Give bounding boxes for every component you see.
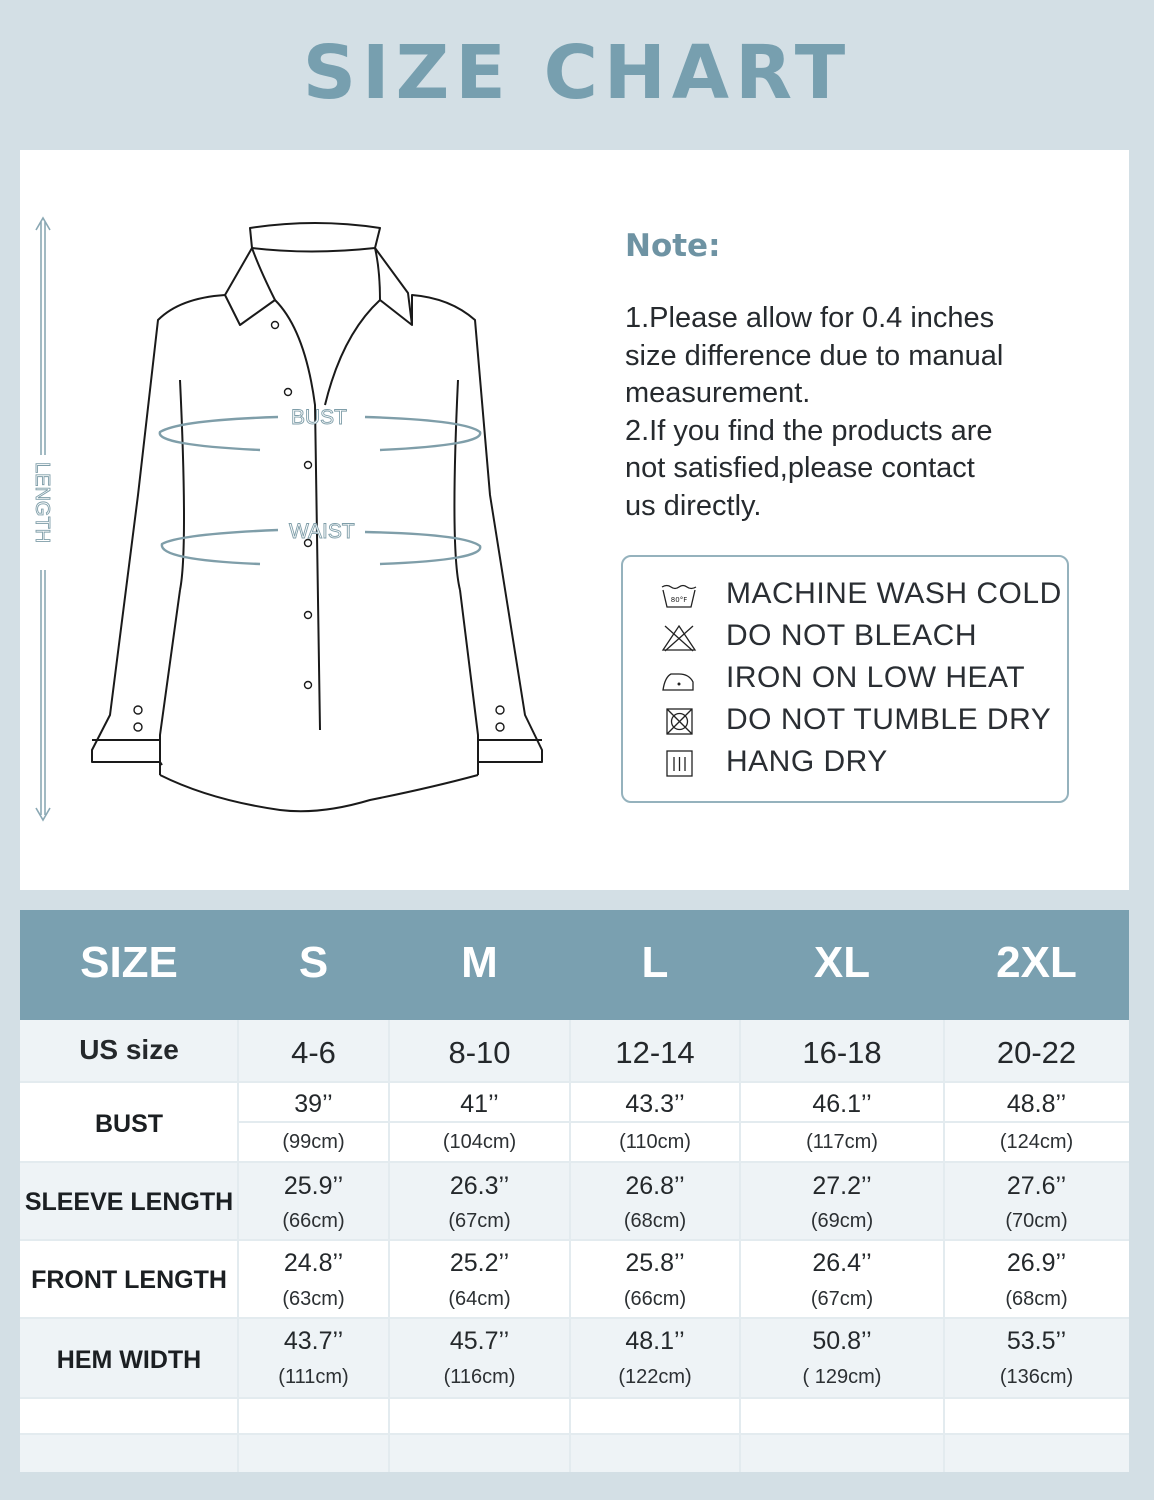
care-item [623,743,1063,785]
table-row [20,1240,1129,1318]
table-cell: 20-22 [996,1035,1077,1070]
info-panel [20,150,1129,890]
table-cell: (68cm) [1005,1288,1068,1310]
table-cell: 8-10 [448,1035,511,1070]
care-item [623,617,1063,659]
care-label: IRON ON LOW HEAT [726,661,1026,694]
table-cell: (70cm) [1005,1210,1068,1232]
grid-line [20,1317,1129,1319]
grid-line [20,1239,1129,1241]
note-line: 2.If you find the products are [625,414,993,447]
table-cell: 26.9’’ [1006,1249,1067,1277]
grid-line [739,1020,741,1472]
table-cell: (63cm) [282,1288,345,1310]
note-line: size difference due to manual [625,339,1004,372]
note-line: not satisfied,please contact [625,452,975,484]
length-label: LENGTH [31,462,53,544]
grid-line [20,1433,1129,1435]
table-cell: (136cm) [999,1366,1074,1388]
table-cell: (64cm) [448,1288,511,1310]
care-label: DO NOT BLEACH [726,619,977,652]
table-cell: (116cm) [443,1366,516,1388]
table-cell: 27.2’’ [812,1172,872,1200]
care-label: HANG DRY [726,745,888,778]
row-label: SLEEVE LENGTH [24,1188,234,1216]
table-cell: (110cm) [619,1131,691,1153]
care-item [623,659,1063,701]
empty-row [20,1398,1129,1434]
table-cell: (117cm) [806,1131,878,1153]
page-title: SIZE CHART [302,30,852,116]
note-line: measurement. [625,377,811,409]
care-item [623,575,1063,617]
table-cell: (67cm) [448,1210,511,1232]
table-cell: 50.8’’ [812,1327,872,1355]
table-cell: (68cm) [623,1210,687,1232]
table-cell: (66cm) [282,1210,345,1232]
table-cell: (66cm) [623,1288,687,1310]
grid-line [388,1020,390,1472]
table-cell: (124cm) [999,1131,1074,1153]
hang-dry-icon [659,749,699,779]
grid-line [569,1020,571,1472]
table-cell: 25.9’’ [283,1172,344,1200]
row-label: BUST [94,1110,164,1138]
table-cell: 25.8’’ [625,1249,685,1277]
header-l: L [641,938,669,987]
table-cell: 16-18 [802,1035,882,1070]
table-cell: (104cm) [442,1131,517,1153]
waist-label: WAIST [289,520,355,543]
grid-line [20,1397,1129,1399]
table-cell: 24.8’’ [283,1249,344,1277]
table-cell: 25.2’’ [449,1249,510,1277]
note-line: 1.Please allow for 0.4 inches [625,302,995,334]
table-cell: 43.7’’ [283,1327,344,1355]
table-cell: 48.1’’ [625,1327,685,1355]
bust-label: BUST [291,406,348,429]
grid-line [943,1020,945,1472]
table-cell: 46.1’’ [812,1090,872,1118]
row-label: HEM WIDTH [56,1346,202,1374]
grid-line [237,1020,239,1472]
row-label: FRONT LENGTH [31,1266,227,1294]
table-cell: 39’’ [294,1090,333,1118]
table-cell: ( 129cm) [802,1366,882,1388]
table-cell: 26.8’’ [625,1172,685,1200]
care-item [623,701,1063,743]
table-cell: 53.5’’ [1006,1327,1067,1355]
note-text [625,300,1095,525]
table-cell: (69cm) [810,1210,874,1232]
table-cell: (122cm) [618,1366,692,1388]
table-cell: 26.4’’ [812,1249,872,1277]
row-label: US size [79,1034,179,1065]
table-cell: 4-6 [291,1035,336,1070]
table-cell: (99cm) [282,1131,345,1153]
header-s: S [298,938,329,987]
table-cell: 41’’ [460,1090,499,1118]
table-row [20,1162,1129,1240]
table-cell: 12-14 [615,1035,695,1070]
empty-row [20,1434,1129,1472]
grid-line [238,1121,1129,1123]
care-label: MACHINE WASH COLD [726,577,1062,610]
table-row [20,1020,1129,1082]
table-row [20,1318,1129,1398]
grid-line [20,1081,1129,1083]
wash-temp-label: 80°F [670,596,688,604]
table-cell: 27.6’’ [1006,1172,1067,1200]
header-size: SIZE [80,938,178,987]
shirt-outline [92,223,542,811]
table-header [20,910,1129,1020]
care-instructions-box [621,555,1069,803]
note-line: us directly. [625,489,762,522]
table-cell: 43.3’’ [625,1090,685,1118]
header-m: M [461,938,498,987]
do-not-tumble-dry-icon [659,707,699,737]
size-table [20,910,1129,1472]
table-cell: 48.8’’ [1006,1090,1067,1118]
iron-low-heat-icon [659,665,699,695]
grid-line [20,1161,1129,1163]
header-2xl: 2XL [996,938,1077,987]
care-label: DO NOT TUMBLE DRY [726,703,1052,736]
shirt-diagram [20,150,610,890]
do-not-bleach-icon [659,623,699,653]
table-cell: (111cm) [278,1366,349,1388]
note-title: Note: [625,228,721,264]
header-xl: XL [813,938,871,987]
table-cell: (67cm) [810,1288,874,1310]
table-cell: 26.3’’ [449,1172,510,1200]
machine-wash-cold-icon [659,581,699,611]
table-cell: 45.7’’ [449,1327,510,1355]
